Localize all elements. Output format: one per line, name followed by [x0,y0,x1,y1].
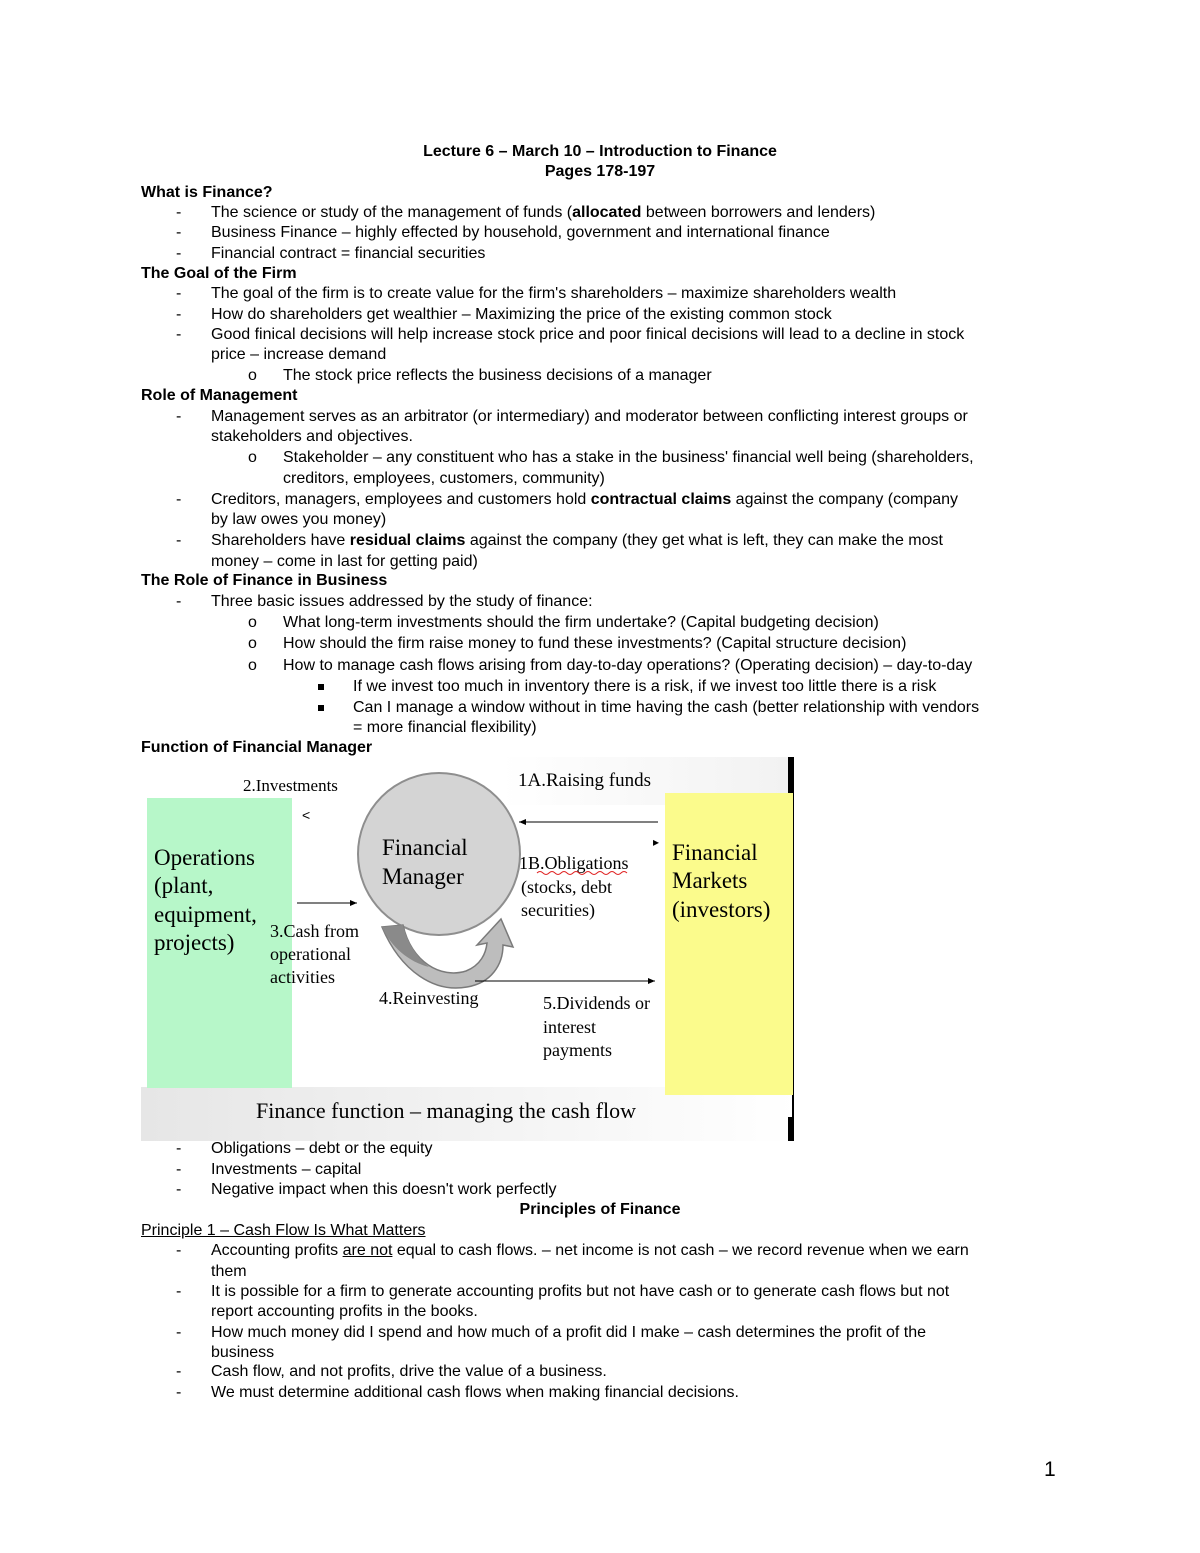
list-item: The science or study of the management of funds (allocated between borrowers and lenders) [211,204,876,221]
list-item-continuation: money – come in last for getting paid) [211,553,478,570]
document-title: Lecture 6 – March 10 – Introduction to Finance [423,143,777,160]
list-item: Cash flow, and not profits, drive the value of a business. [211,1363,607,1380]
obligations-label-2: securities) [521,900,595,920]
sub-sub-list-item: If we invest too much in inventory there is a risk, if we invest too little there is a risk [353,678,937,695]
svg-text:Markets [672,868,747,893]
markets-label-2: (investors) [672,897,771,922]
heading-principles-of-finance: Principles of Finance [519,1201,681,1218]
svg-text:activities [270,967,335,987]
sub-list-item: What long-term investments should the firm undertake? (Capital budgeting decision) [283,614,879,631]
heading-what-is-finance: What is Finance? [141,184,273,201]
list-item: How much money did I spend and how much of a profit did I make – cash determines the profit of the [211,1324,927,1341]
pages-range: Pages 178-197 [544,163,656,180]
financial-markets-box [665,793,793,1095]
svg-text:securities) [521,900,595,921]
list-item: Financial contract = financial securities [211,245,486,262]
reinvesting-label: 4.Reinvesting [379,988,479,1008]
manager-label-1: Manager [382,864,464,889]
svg-text:operational [270,944,351,964]
document-page: Lecture 6 – March 10 – Introduction to Finance Pages 178-197 What is Finance? - The science or study of the management of funds (allocated between borrowers and lenders) - Business Finance – highly effected by household, government and international finance - Financial contract = financial securities The Goal of the Firm - The goal of the firm is to create value for the firm's shareholders – maximize shareholders wealth - How do shareholders get wealthier – Maximizing the price of the existing common stock - Good finical decisions will help increase stock price and poor finical decisions will lead to a decline in stock price – increase demand o The stock price reflects the business decisions of a manager Role of Management - Management serves as an arbitrator (or intermediary) and moderator between conflicting interest groups or stakeholders and objectives. o Stakeholder – any constituent who has a stake in the business' financial well being (shareholders, creditors, employees, customers, community) - Creditors, managers, employees and customers hold contractual claims against the company (company by law owes you money) - Shareholders have residual claims against the company (they get what is left, they can make the most money – come in last for getting paid) The Role of Finance in Business - Three basic issues addressed by the study of finance: o What long-term investments should the firm undertake? (Capital budgeting decision) o How should the firm raise money to fund these investments? (Capital structure decision) o How to manage cash flows arising from day-to-day operations? (Operating decision) – day-to-day If we invest too much in inventory there is a risk, if we invest too little there is a risk Can I manage a window without in time having the cash (better relationship with vendors = more financial flexibility) Function of Financial Manager < ▸ Operations (plant, equipment, projects) Financial Manager Financial Markets (investors) 2.Investments 1A.Raising funds 1B.Obligations (stocks, debt securities) 3.Cash from operational activities 4.Reinvesting 5.Dividends or interest payments Finance function – managing the cash flow - Obligations – debt or the equity - Investments – capital - Negative impact when this doesn't work perfectly Principles of Finance Principle 1 – Cash Flow Is What Matters - Accounting profits are not equal to cash flows. – net income is not cash – we record revenue when we earn them - It is possible for a firm to generate accounting profits but not have cash or to generate cash flows but not report accounting profits in the books. - How much money did I spend and how much of a profit did I make – cash determines the profit of the business - Cash flow, and not profits, drive the value of a business. - We must determine additional cash flows when making financial decisions. 1 [0,0,1200,1553]
list-item: Shareholders have residual claims against the company (they get what is left, they can make the most [211,532,943,549]
markets-label-0: Financial [672,840,758,865]
operations-label-1: (plant, [154,873,214,898]
svg-text:Financial [382,835,468,860]
svg-text:1B.Obligations [519,853,629,873]
svg-text:(investors) [672,897,770,922]
list-item: We must determine additional cash flows when making financial decisions. [211,1384,739,1401]
sub-list-item: How to manage cash flows arising from day-to-day operations? (Operating decision) – day-to-day [283,657,973,674]
svg-text:Manager [382,864,464,889]
raising-funds-label: 1A.Raising funds [518,770,651,791]
cash-ops-label-0: 3.Cash from [270,921,359,941]
manager-label-0: Financial [382,835,468,860]
obligations-label-1: (stocks, debt [521,877,612,897]
heading-function-of-manager: Function of Financial Manager [141,739,373,756]
investments-label: 2.Investments [243,776,338,795]
svg-text:projects) [154,930,234,955]
svg-text:<: < [302,807,311,823]
svg-text:1A.Raising funds [518,770,651,791]
list-item-continuation: stakeholders and objectives. [211,428,413,445]
list-item: Management serves as an arbitrator (or intermediary) and moderator between conflicting interest groups or [211,408,968,425]
markets-label-1: Markets [672,868,748,893]
operations-label-3: projects) [154,930,235,955]
heading-role-of-finance: The Role of Finance in Business [141,572,388,589]
page-number: 1 [1044,1458,1056,1481]
finance-function-diagram [141,757,797,1141]
svg-text:(stocks, debt [521,877,612,898]
cash-ops-label-2: activities [270,967,335,987]
list-item: Three basic issues addressed by the study of finance: [211,593,593,610]
list-item-continuation: by law owes you money) [211,511,387,528]
list-item: How do shareholders get wealthier – Maximizing the price of the existing common stock [211,306,832,323]
cash-ops-label-1: operational [270,944,351,964]
sub-list-item: How should the firm raise money to fund these investments? (Capital structure decision) [283,635,907,652]
list-item-continuation: business [211,1344,275,1361]
list-item-continuation: price – increase demand [211,346,387,363]
dividends-label-2: payments [543,1040,612,1060]
diagram-caption: Finance function – managing the cash flow [256,1098,637,1123]
principle-1-heading: Principle 1 – Cash Flow Is What Matters [141,1222,426,1239]
list-item: It is possible for a firm to generate accounting profits but not have cash or to generate cash flows but not [211,1283,950,1300]
svg-text:interest [543,1017,596,1037]
heading-goal-of-firm: The Goal of the Firm [141,265,297,282]
sub-list-item: The stock price reflects the business decisions of a manager [283,367,712,384]
list-item: Business Finance – highly effected by household, government and international finance [211,224,830,241]
operations-label-2: equipment, [154,902,257,927]
list-item: Accounting profits are not equal to cash flows. – net income is not cash – we record revenue when we earn [211,1242,969,1259]
sub-sub-list-item: Can I manage a window without in time having the cash (better relationship with vendors [353,699,980,716]
sub-list-item: Stakeholder – any constituent who has a stake in the business' financial well being (shareholders, [283,449,974,466]
dividends-label-1: interest [543,1017,596,1037]
svg-text:(plant, [154,873,213,898]
svg-text:payments [543,1040,612,1060]
dividends-label-0: 5.Dividends or [543,993,650,1013]
svg-text:Operations [154,845,255,870]
list-item: Obligations – debt or the equity [211,1140,433,1157]
obligations-label-0: 1B.Obligations [519,853,629,873]
list-item: Negative impact when this doesn't work perfectly [211,1181,557,1198]
list-item-continuation: report accounting profits in the books. [211,1303,478,1320]
svg-text:2.Investments [243,776,338,795]
svg-text:Finance function – managing th [256,1098,636,1123]
svg-text:▸: ▸ [653,835,660,849]
list-item: Creditors, managers, employees and customers hold contractual claims against the company (company [211,491,959,508]
sub-list-item-continuation: creditors, employees, customers, community) [283,470,605,487]
sub-sub-list-item-continuation: = more financial flexibility) [353,719,537,736]
svg-text:5.Dividends or [543,993,650,1013]
list-item: Good finical decisions will help increase stock price and poor finical decisions will lead to a decline in stock [211,326,965,343]
svg-text:3.Cash from [270,921,359,941]
list-item: The goal of the firm is to create value for the firm's shareholders – maximize shareholders wealth [211,285,897,302]
svg-text:4.Reinvesting [379,988,479,1008]
list-item: Investments – capital [211,1161,362,1178]
svg-text:equipment, [154,902,257,927]
operations-label-0: Operations [154,845,255,870]
svg-text:Financial [672,840,758,865]
list-item-continuation: them [211,1263,247,1280]
heading-role-of-management: Role of Management [141,387,298,404]
